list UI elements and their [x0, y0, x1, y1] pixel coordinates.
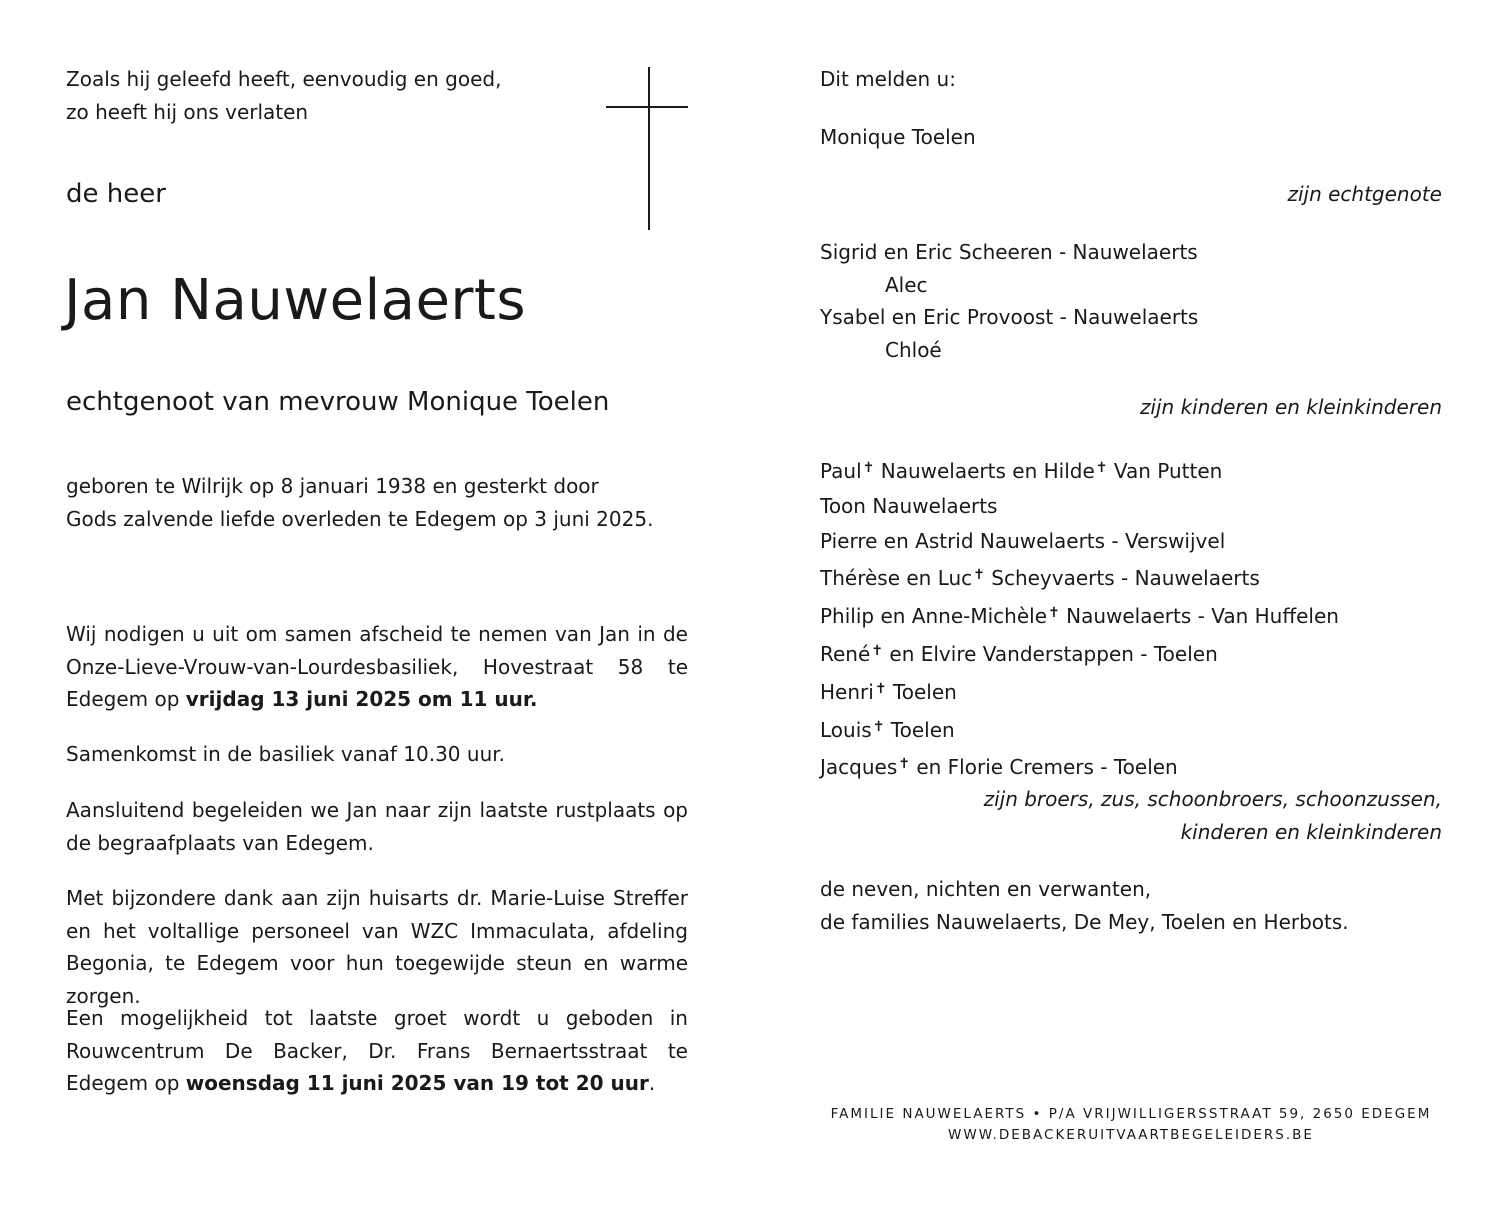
relatives-line-1: de neven, nichten en verwanten,: [820, 877, 1152, 901]
verse: [66, 63, 501, 128]
title: de heer: [66, 179, 166, 209]
siblings-role-line-2: kinderen en kleinkinderen: [1180, 819, 1442, 844]
list-item: Alec: [885, 272, 928, 297]
cross-icon: ✝: [898, 756, 910, 773]
cross-icon: ✝: [872, 718, 885, 735]
list-item: Pierre en Astrid Nauwelaerts - Verswijvel: [820, 528, 1226, 553]
funeral-date: vrijdag 13 juni 2025 om 11 uur.: [185, 687, 538, 711]
sibling-name: Toelen: [884, 717, 955, 742]
list-item: [820, 747, 1339, 785]
sibling-name: Nauwelaerts en Hilde: [874, 459, 1095, 483]
list-item: Toon Nauwelaerts: [820, 493, 998, 518]
list-item: [820, 710, 1339, 748]
verse-line-1: Zoals hij geleefd heeft, eenvoudig en goed,: [66, 67, 502, 91]
siblings-list: [820, 451, 1339, 785]
children-role: zijn kinderen en kleinkinderen: [1139, 395, 1442, 419]
birth-line: geboren te Wilrijk op 8 januari 1938 en gesterkt door: [66, 474, 599, 498]
footer-address: FAMILIE NAUWELAERTS • P/A VRIJWILLIGERSSTRAAT 59, 2650 EDEGEM: [830, 1106, 1432, 1122]
birth-death-info: [66, 470, 653, 535]
cross-icon: ✝: [862, 460, 875, 476]
relatives-line-2: de families Nauwelaerts, De Mey, Toelen en Herbots.: [820, 909, 1349, 934]
sibling-name: Paul: [820, 459, 862, 483]
wife-role: zijn echtgenote: [1287, 182, 1442, 206]
sibling-name: Scheyvaerts - Nauwelaerts: [984, 566, 1260, 591]
list-item: [820, 634, 1339, 672]
visitation-text: [66, 1002, 688, 1100]
sibling-name: Toelen: [886, 679, 957, 704]
intro: Dit melden u:: [820, 67, 956, 91]
burial-text: Aansluitend begeleiden we Jan naar zijn laatste rustplaats op de begraafplaats van Edegem.: [66, 798, 688, 855]
spouse-line: echtgenoot van mevrouw Monique Toelen: [66, 387, 610, 417]
sibling-name: en Elvire Vanderstappen - Toelen: [883, 641, 1218, 666]
list-item: Chloé: [885, 337, 942, 362]
visit-end: .: [648, 1071, 656, 1095]
list-item: [820, 558, 1339, 596]
cross-icon: ✝: [871, 642, 884, 659]
sibling-name: Henri: [820, 679, 874, 704]
funeral-invitation: [66, 618, 688, 716]
visit-text: Een mogelijkheid tot laatste groet wordt u geboden in Rouwcentrum De Backer, Dr. Frans Bernaertsstraat te Edegem op: [66, 1006, 688, 1095]
sibling-name: Louis: [820, 717, 872, 742]
invite-text: Wij nodigen u uit om samen afscheid te nemen van Jan in de Onze-Lieve-Vrouw-van-Lourdesbasiliek, Hovestraat 58 te Edegem op: [66, 622, 688, 711]
list-item: [820, 451, 1339, 489]
cross-icon: ✝: [973, 567, 985, 584]
gathering-text: Samenkomst in de basiliek vanaf 10.30 uur.: [66, 742, 505, 766]
siblings-role-line-1: zijn broers, zus, schoonbroers, schoonzussen,: [983, 787, 1442, 811]
list-item: Ysabel en Eric Provoost - Nauwelaerts: [820, 305, 1199, 329]
sibling-name: Philip en Anne-Michèle: [820, 604, 1048, 629]
footer-website: WWW.DEBACKERUITVAARTBEGELEIDERS.BE: [948, 1127, 1314, 1143]
cross-icon-horizontal: [606, 106, 688, 108]
wife-name: Monique Toelen: [820, 125, 976, 149]
relatives: [820, 873, 1349, 938]
deceased-name: Jan Nauwelaerts: [64, 268, 527, 333]
list-item: [820, 672, 1339, 710]
thanks-text: Met bijzondere dank aan zijn huisarts dr. Marie-Luise Streffer en het voltallige personeel van WZC Immaculata, afdeling Begonia, te Edegem voor hun toegewijde steun en warme zorgen.: [66, 886, 688, 1008]
sibling-name: Van Putten: [1107, 459, 1223, 483]
siblings-role: [984, 783, 1442, 848]
footer: [820, 1104, 1442, 1146]
sibling-name: Jacques: [820, 755, 898, 780]
cross-icon: ✝: [874, 680, 887, 697]
verse-line-2: zo heeft hij ons verlaten: [66, 99, 309, 124]
sibling-name: Thérèse en Luc: [820, 566, 973, 591]
sibling-name: en Florie Cremers - Toelen: [909, 755, 1178, 780]
list-item: [820, 596, 1339, 634]
list-item: Sigrid en Eric Scheeren - Nauwelaerts: [820, 240, 1198, 264]
visit-date: woensdag 11 juni 2025 van 19 tot 20 uur: [185, 1071, 649, 1095]
cross-icon-vertical: [648, 67, 650, 230]
children-list: [820, 236, 1198, 366]
death-line: Gods zalvende liefde overleden te Edegem op 3 juni 2025.: [66, 506, 654, 531]
cross-icon: ✝: [1095, 460, 1108, 476]
sibling-name: Nauwelaerts - Van Huffelen: [1059, 604, 1339, 629]
cross-icon: ✝: [1048, 605, 1060, 622]
sibling-name: René: [820, 641, 871, 666]
